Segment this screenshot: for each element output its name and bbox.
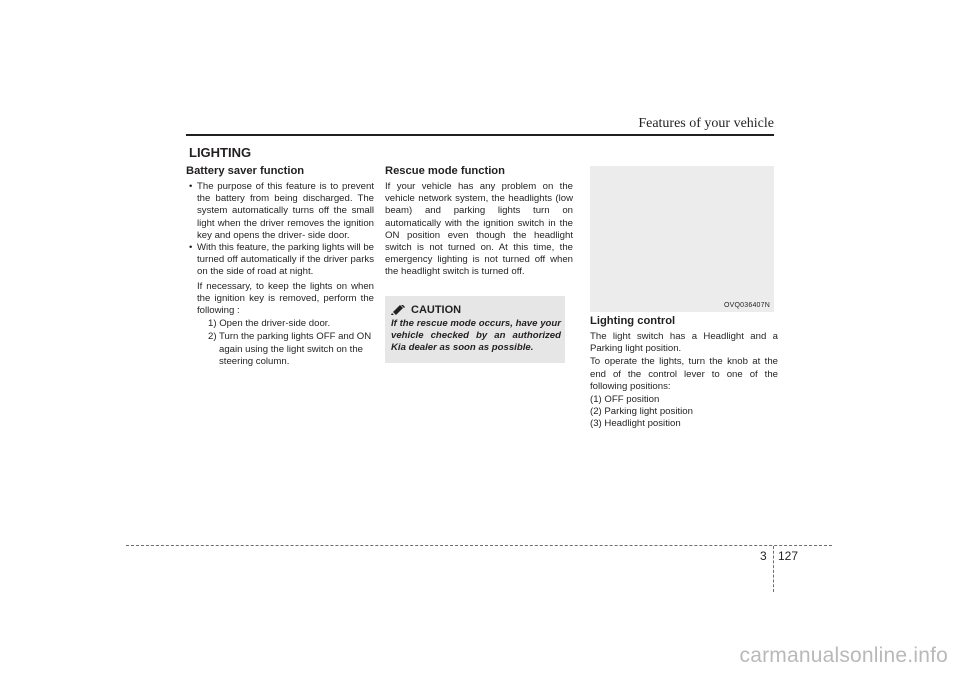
column-rescue-mode xyxy=(385,164,573,363)
rescue-mode-heading: Rescue mode function xyxy=(385,165,505,177)
column-lighting-control xyxy=(590,164,778,431)
battery-saver-bullet-2: • With this feature, the parking lights will be turned off automatically if the driver parks on the side of road at night. xyxy=(186,242,374,279)
caution-body: If the rescue mode occurs, have your vehicle checked by an authorized Kia dealer as soon as possible. xyxy=(391,317,561,353)
battery-saver-step-1: 1) Open the driver-side door. xyxy=(208,318,331,330)
position-off: (1) OFF position xyxy=(590,394,660,406)
lighting-control-heading: Lighting control xyxy=(590,315,676,327)
battery-saver-heading: Battery saver function xyxy=(186,165,305,177)
chapter-number: 3 xyxy=(760,549,767,563)
column-battery-saver xyxy=(186,164,374,369)
lighting-control-intro: The light switch has a Headlight and a Parking light position. xyxy=(590,331,778,355)
lighting-control-instruction: To operate the lights, turn the knob at the end of the control lever to one of the following positions: xyxy=(590,356,778,392)
figure-code: OVQ036407N xyxy=(724,302,770,309)
footer-rule xyxy=(126,545,832,546)
caution-pencil-icon xyxy=(391,305,405,315)
caution-title: CAUTION xyxy=(411,303,462,316)
section-title: LIGHTING xyxy=(189,145,252,160)
caution-box xyxy=(385,296,565,363)
header-rule xyxy=(186,134,774,136)
watermark: carmanualsonline.info xyxy=(739,644,948,667)
caution-header xyxy=(391,304,561,316)
footer-vertical-rule xyxy=(773,546,774,592)
battery-saver-bullet-2-more: If necessary, to keep the lights on when the ignition key is removed, perform the following : xyxy=(197,280,374,317)
battery-saver-step-2: 2) Turn the parking lights OFF and ON again using the light switch on the steering column. xyxy=(208,331,372,367)
battery-saver-bullet-1: • The purpose of this feature is to prevent the battery from being discharged. The system automatically turns off the small light when the driver removes the ignition key and opens the driver- side door. xyxy=(186,181,374,242)
position-headlight: (3) Headlight position xyxy=(590,418,681,430)
rescue-mode-body: If your vehicle has any problem on the vehicle network system, the headlights (low beam) and parking lights turn on automatically with the ignition switch in the ON position even though the headlight switch is not turned on. At this time, the emergency lighting is not turned off when the headlight switch is turned off. xyxy=(385,181,573,278)
position-parking: (2) Parking light position xyxy=(590,406,693,418)
page-number: 127 xyxy=(778,549,799,563)
page-header-title: Features of your vehicle xyxy=(638,116,774,131)
